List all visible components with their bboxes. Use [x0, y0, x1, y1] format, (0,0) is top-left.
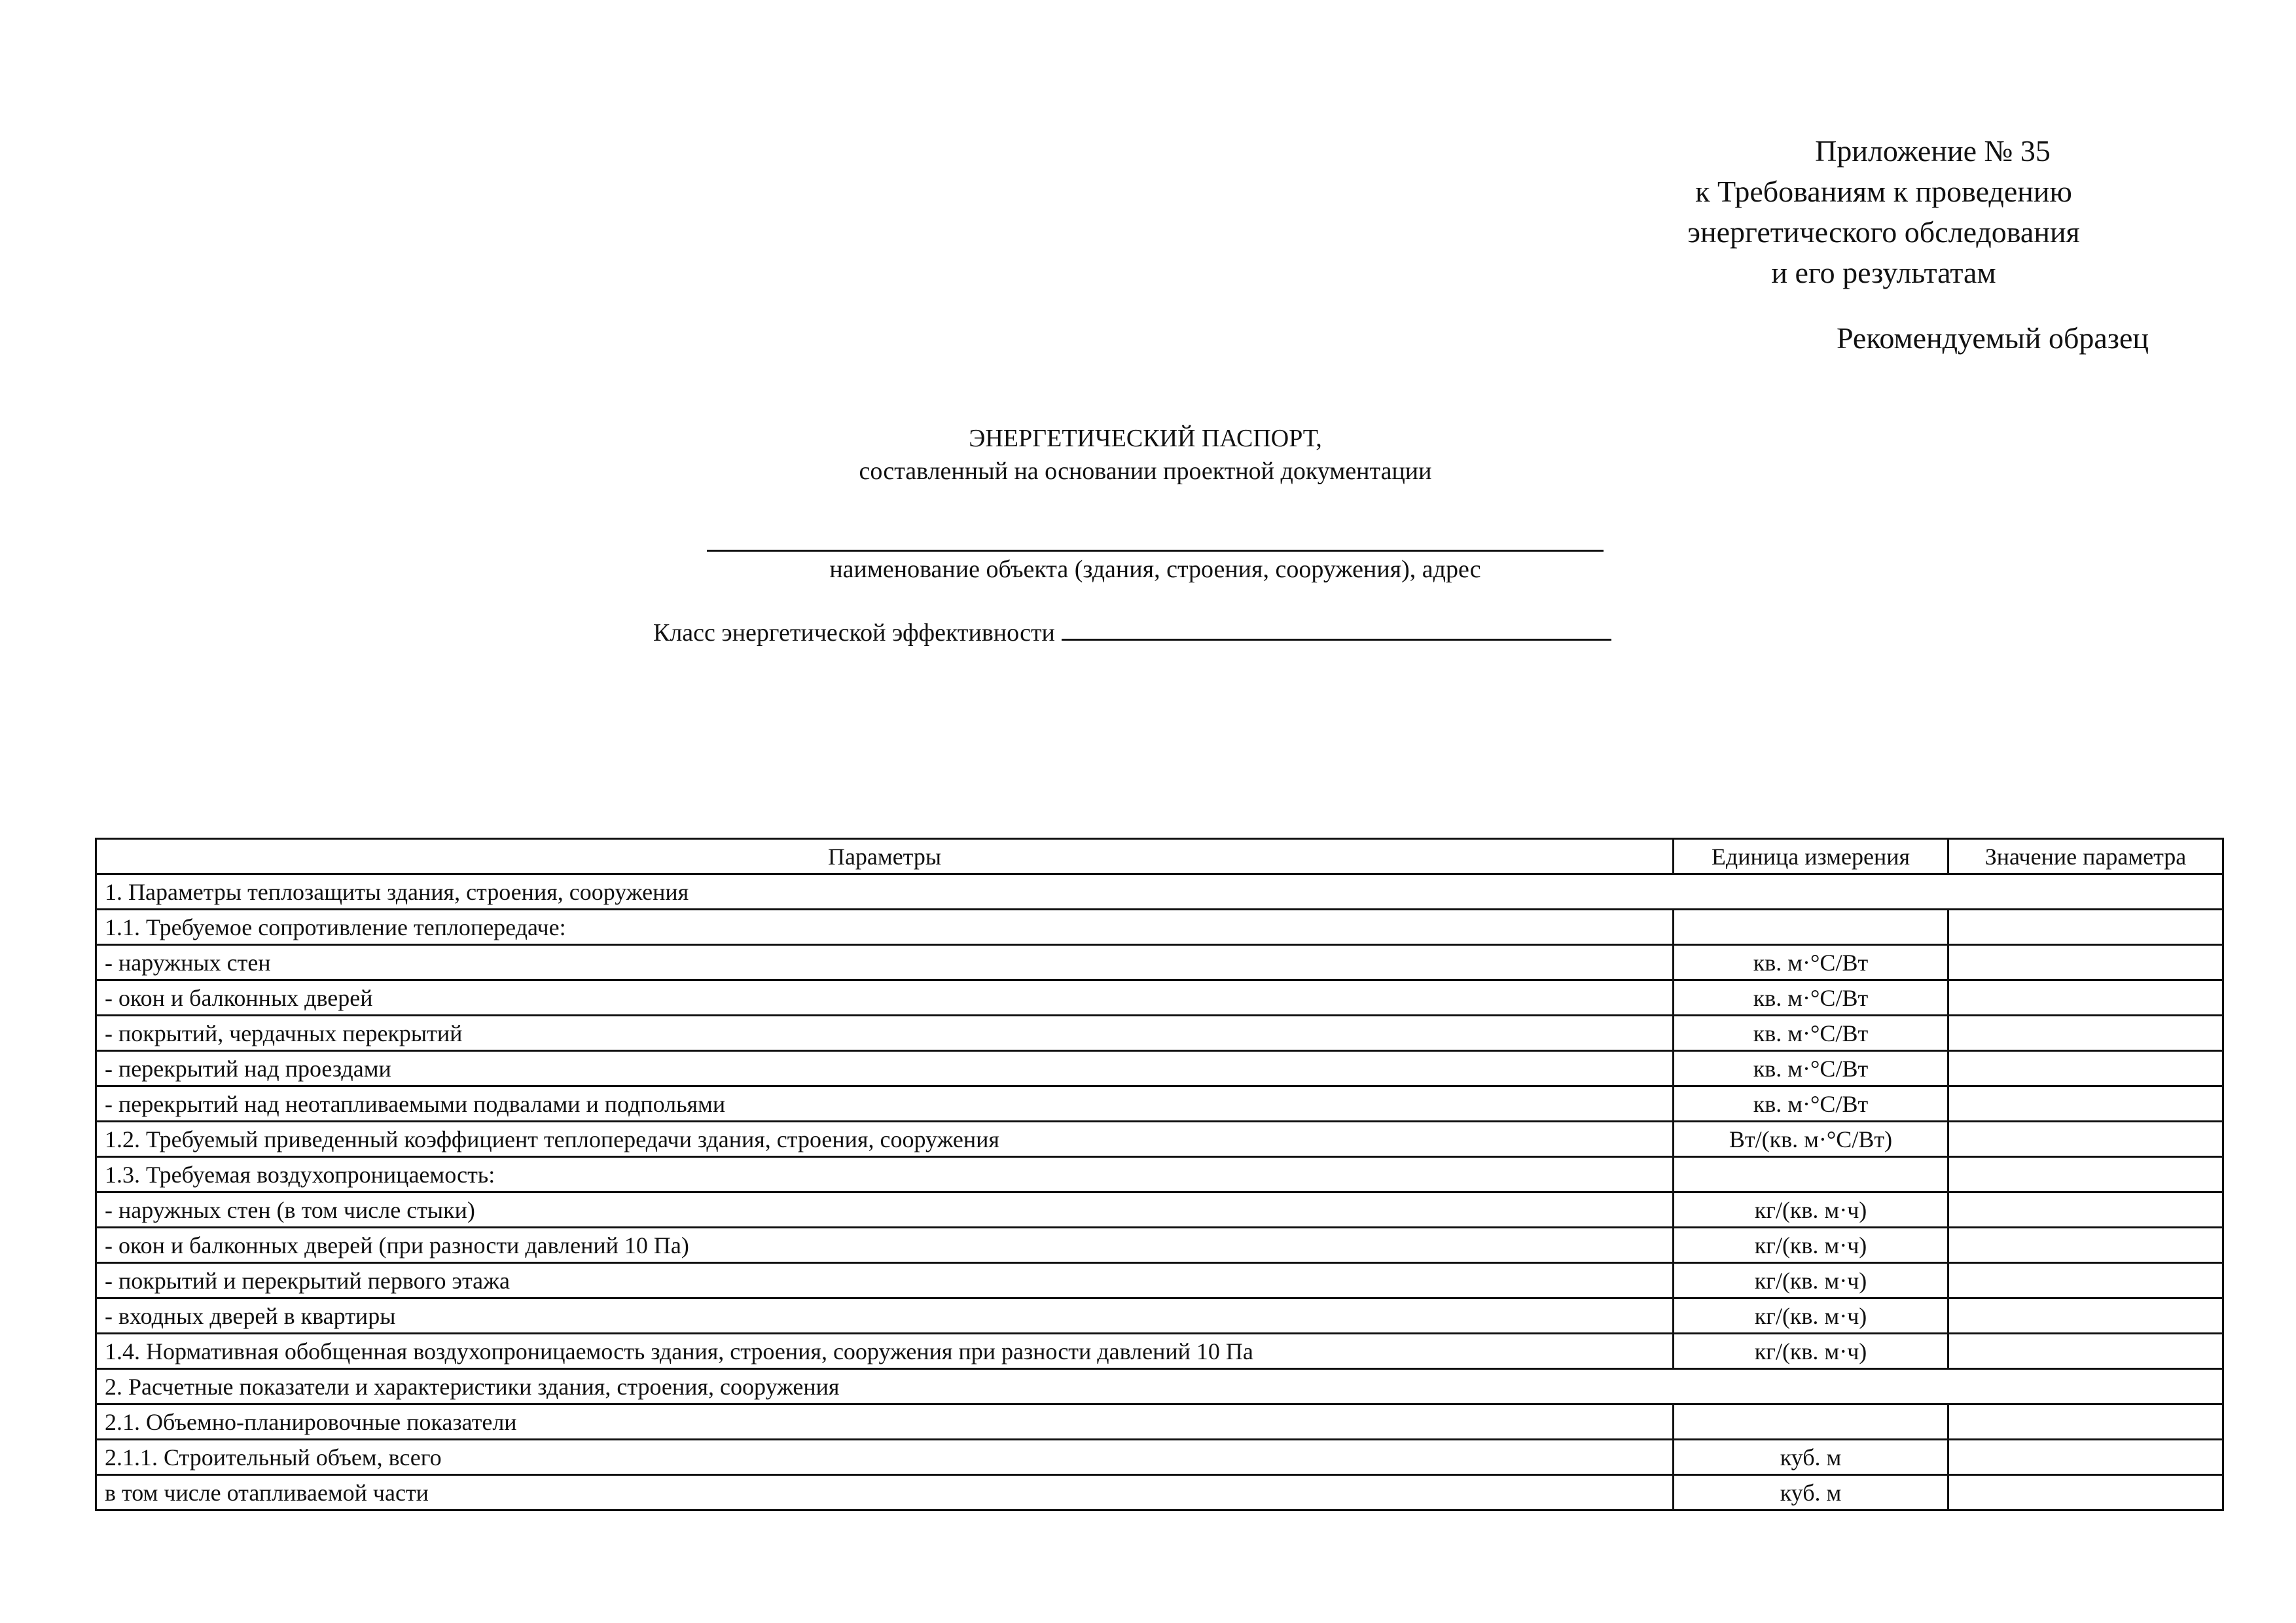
value-cell[interactable]	[1948, 1192, 2223, 1228]
value-cell[interactable]	[1948, 910, 2223, 945]
parameter-cell: - наружных стен	[96, 945, 1674, 980]
header-parameters: Параметры	[96, 839, 1674, 874]
table-row	[96, 980, 2223, 1016]
unit-cell: кг/(кв. м·ч)	[1674, 1334, 1948, 1369]
table-row	[96, 1228, 2223, 1263]
table-row	[96, 1334, 2223, 1369]
appendix-number: Приложение № 35	[1815, 134, 2051, 168]
efficiency-class-row	[653, 618, 1611, 647]
title-main: ЭНЕРГЕТИЧЕСКИЙ ПАСПОРТ,	[969, 425, 1322, 452]
value-cell[interactable]	[1948, 1122, 2223, 1157]
value-cell[interactable]	[1948, 945, 2223, 980]
unit-cell: кг/(кв. м·ч)	[1674, 1298, 1948, 1334]
efficiency-class-blank-line	[1062, 619, 1611, 641]
value-cell[interactable]	[1948, 1051, 2223, 1086]
unit-cell: кг/(кв. м·ч)	[1674, 1263, 1948, 1298]
unit-cell	[1674, 1157, 1948, 1192]
parameter-cell: 1.1. Требуемое сопротивление теплопередаче:	[96, 910, 1674, 945]
value-cell[interactable]	[1948, 1298, 2223, 1334]
value-cell[interactable]	[1948, 1086, 2223, 1122]
table-row	[96, 1051, 2223, 1086]
parameter-cell: в том числе отапливаемой части	[96, 1475, 1674, 1510]
unit-cell: кг/(кв. м·ч)	[1674, 1228, 1948, 1263]
table-row	[96, 1016, 2223, 1051]
unit-cell: куб. м	[1674, 1475, 1948, 1510]
appendix-line: и его результатам	[1771, 256, 1996, 289]
parameter-cell: - перекрытий над неотапливаемыми подвалами и подпольями	[96, 1086, 1674, 1122]
header-value: Значение параметра	[1948, 839, 2223, 874]
unit-cell: кг/(кв. м·ч)	[1674, 1192, 1948, 1228]
table-row	[96, 1157, 2223, 1192]
unit-cell: кв. м·°С/Вт	[1674, 1051, 1948, 1086]
object-name-blank-line	[707, 550, 1604, 552]
passport-table	[95, 838, 2224, 1511]
appendix-block	[1589, 131, 2178, 293]
table-row	[96, 1404, 2223, 1440]
title-sub: составленный на основании проектной документации	[859, 457, 1432, 485]
parameter-cell: - входных дверей в квартиры	[96, 1298, 1674, 1334]
object-name-caption: наименование объекта (здания, строения, сооружения), адрес	[829, 556, 1481, 583]
recommended-sample-label: Рекомендуемый образец	[1836, 321, 2149, 355]
table-row	[96, 1263, 2223, 1298]
section-title-cell: 1. Параметры теплозащиты здания, строения, сооружения	[96, 874, 2223, 910]
section-title-cell: 2. Расчетные показатели и характеристики здания, строения, сооружения	[96, 1369, 2223, 1404]
value-cell[interactable]	[1948, 1016, 2223, 1051]
parameter-cell: - окон и балконных дверей (при разности давлений 10 Па)	[96, 1228, 1674, 1263]
parameter-cell: - перекрытий над проездами	[96, 1051, 1674, 1086]
table-header-row	[96, 839, 2223, 874]
value-cell[interactable]	[1948, 1263, 2223, 1298]
value-cell[interactable]	[1948, 1475, 2223, 1510]
table-row	[96, 1122, 2223, 1157]
unit-cell: кв. м·°С/Вт	[1674, 1016, 1948, 1051]
unit-cell: куб. м	[1674, 1440, 1948, 1475]
unit-cell	[1674, 910, 1948, 945]
table-row	[96, 1192, 2223, 1228]
parameter-cell: 2.1. Объемно-планировочные показатели	[96, 1404, 1674, 1440]
parameter-cell: - наружных стен (в том числе стыки)	[96, 1192, 1674, 1228]
table-body	[96, 874, 2223, 1510]
value-cell[interactable]	[1948, 1334, 2223, 1369]
table-row	[96, 1086, 2223, 1122]
efficiency-class-label: Класс энергетической эффективности	[653, 619, 1055, 647]
table-row	[96, 945, 2223, 980]
unit-cell	[1674, 1404, 1948, 1440]
unit-cell: кв. м·°С/Вт	[1674, 945, 1948, 980]
unit-cell: кв. м·°С/Вт	[1674, 1086, 1948, 1122]
parameter-cell: - покрытий, чердачных перекрытий	[96, 1016, 1674, 1051]
header-unit: Единица измерения	[1674, 839, 1948, 874]
value-cell[interactable]	[1948, 1228, 2223, 1263]
table-row	[96, 910, 2223, 945]
table-row	[96, 1475, 2223, 1510]
table-section-row	[96, 1369, 2223, 1404]
table-section-row	[96, 874, 2223, 910]
value-cell[interactable]	[1948, 1404, 2223, 1440]
parameter-cell: 1.3. Требуемая воздухопроницаемость:	[96, 1157, 1674, 1192]
document-title	[655, 422, 1636, 488]
appendix-line: к Требованиям к проведению	[1695, 175, 2072, 208]
value-cell[interactable]	[1948, 1440, 2223, 1475]
parameter-cell: - окон и балконных дверей	[96, 980, 1674, 1016]
table-row	[96, 1440, 2223, 1475]
value-cell[interactable]	[1948, 1157, 2223, 1192]
unit-cell: Вт/(кв. м·°С/Вт)	[1674, 1122, 1948, 1157]
parameter-cell: 1.4. Нормативная обобщенная воздухопроницаемость здания, строения, сооружения при разности давлений 10 Па	[96, 1334, 1674, 1369]
parameter-cell: 1.2. Требуемый приведенный коэффициент теплопередачи здания, строения, сооружения	[96, 1122, 1674, 1157]
parameter-cell: - покрытий и перекрытий первого этажа	[96, 1263, 1674, 1298]
value-cell[interactable]	[1948, 980, 2223, 1016]
parameter-cell: 2.1.1. Строительный объем, всего	[96, 1440, 1674, 1475]
table-row	[96, 1298, 2223, 1334]
unit-cell: кв. м·°С/Вт	[1674, 980, 1948, 1016]
appendix-line: энергетического обследования	[1687, 215, 2080, 249]
